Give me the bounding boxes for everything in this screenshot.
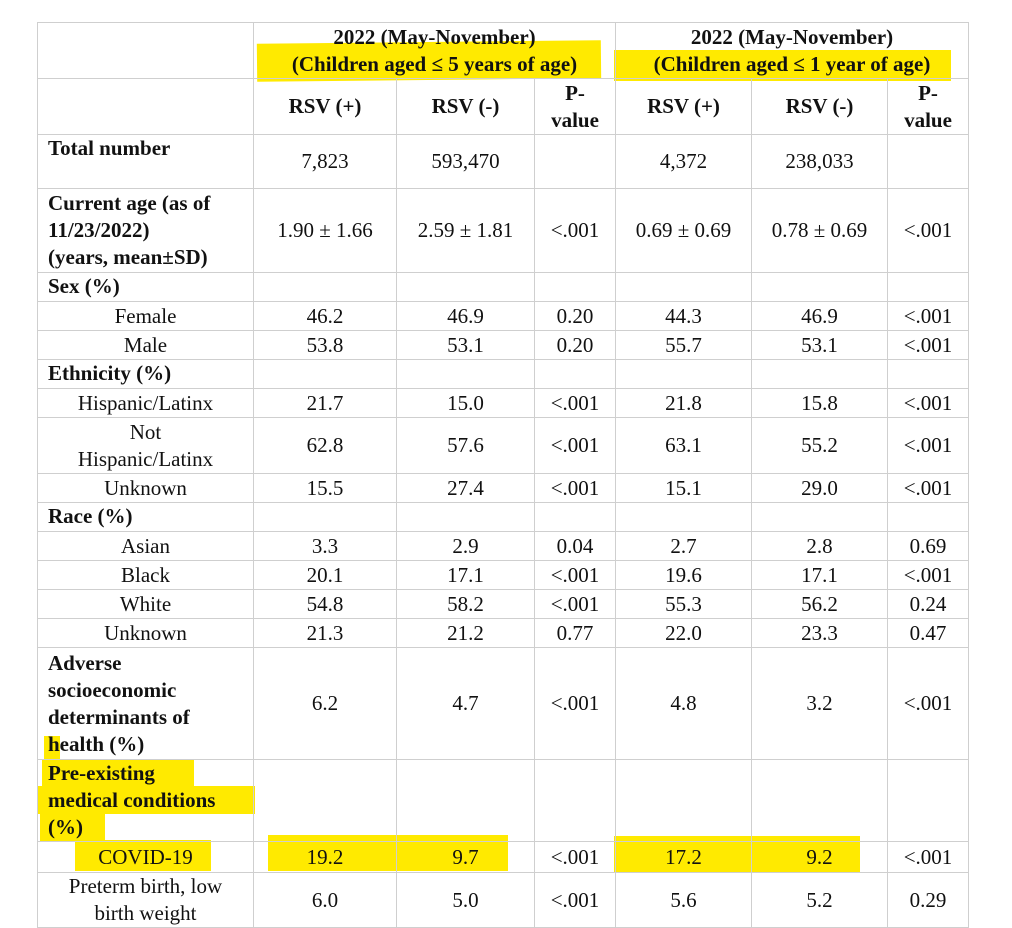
cell: <.001 [535, 842, 616, 873]
table-row [38, 389, 969, 418]
cell: 0.20 [535, 302, 616, 331]
cell: 53.1 [752, 331, 888, 360]
cell: 63.1 [616, 418, 752, 474]
cell: 15.1 [616, 474, 752, 503]
row-label: Adverse socioeconomic determinants of health (%) [38, 648, 254, 760]
table-row [38, 590, 969, 619]
cell: <.001 [535, 590, 616, 619]
col-rsv-neg-1: RSV (-) [397, 79, 535, 135]
cell: <.001 [535, 561, 616, 590]
cell: 55.3 [616, 590, 752, 619]
cell: <.001 [888, 418, 969, 474]
cell: 5.2 [752, 873, 888, 928]
group2-title: 2022 (May-November) [690, 24, 894, 49]
table-row [38, 135, 969, 189]
table-row [38, 331, 969, 360]
row-label: Not Hispanic/Latinx [38, 418, 254, 474]
cell: 29.0 [752, 474, 888, 503]
table-row [38, 648, 969, 760]
cell: 21.8 [616, 389, 752, 418]
cell: 22.0 [616, 619, 752, 648]
section-row [38, 273, 969, 302]
cell: 57.6 [397, 418, 535, 474]
cell: <.001 [888, 389, 969, 418]
cell: <.001 [535, 648, 616, 760]
col-rsv-pos-1: RSV (+) [254, 79, 397, 135]
table-row [38, 418, 969, 474]
row-label: Preterm birth, low birth weight [38, 873, 254, 928]
cell: 23.3 [752, 619, 888, 648]
cell: 9.7 [397, 842, 535, 873]
cell: 2.8 [752, 532, 888, 561]
cell: 3.3 [254, 532, 397, 561]
cell: 3.2 [752, 648, 888, 760]
cell: 21.7 [254, 389, 397, 418]
demographics-table [37, 22, 969, 928]
cell: 0.47 [888, 619, 969, 648]
cell: <.001 [888, 302, 969, 331]
row-label: Asian [38, 532, 254, 561]
col-pvalue-1: P- value [535, 79, 616, 135]
cell: 0.77 [535, 619, 616, 648]
cell: <.001 [888, 474, 969, 503]
table-row [38, 189, 969, 273]
cell: 7,823 [254, 135, 397, 189]
table-row [38, 873, 969, 928]
cell: 0.69 [888, 532, 969, 561]
cell: 55.2 [752, 418, 888, 474]
section-label: Ethnicity (%) [38, 360, 254, 389]
cell: 6.0 [254, 873, 397, 928]
table-row [38, 302, 969, 331]
group2-subtitle: (Children aged ≤ 1 year of age) [653, 51, 931, 76]
col-rsv-neg-2: RSV (-) [752, 79, 888, 135]
cell: 2.59 ± 1.81 [397, 189, 535, 273]
cell: 46.9 [397, 302, 535, 331]
cell: <.001 [535, 418, 616, 474]
cell: 55.7 [616, 331, 752, 360]
cell: 0.78 ± 0.69 [752, 189, 888, 273]
table-row [38, 619, 969, 648]
row-label: Hispanic/Latinx [38, 389, 254, 418]
cell: 9.2 [752, 842, 888, 873]
table-row [38, 561, 969, 590]
cell: 44.3 [616, 302, 752, 331]
table-row [38, 842, 969, 873]
empty-cell [38, 79, 254, 135]
col-rsv-pos-2: RSV (+) [616, 79, 752, 135]
cell: 2.7 [616, 532, 752, 561]
cell: 20.1 [254, 561, 397, 590]
cell: 4.8 [616, 648, 752, 760]
cell: <.001 [888, 331, 969, 360]
cell: <.001 [535, 474, 616, 503]
section-label: Pre-existing medical conditions (%) [38, 760, 254, 842]
empty-cell [38, 23, 254, 79]
cell: 46.9 [752, 302, 888, 331]
cell: 17.1 [752, 561, 888, 590]
cell: <.001 [535, 389, 616, 418]
cell [888, 135, 969, 189]
row-label: Current age (as of 11/23/2022) (years, mean±SD) [38, 189, 254, 273]
cell: 5.0 [397, 873, 535, 928]
table-header-row [38, 23, 969, 79]
cell: 62.8 [254, 418, 397, 474]
cell: 0.20 [535, 331, 616, 360]
section-label: Race (%) [38, 503, 254, 532]
group1-subtitle: (Children aged ≤ 5 years of age) [291, 51, 578, 76]
cell: 17.1 [397, 561, 535, 590]
cell: 5.6 [616, 873, 752, 928]
table-subheader-row [38, 79, 969, 135]
cell: 58.2 [397, 590, 535, 619]
cell: <.001 [888, 189, 969, 273]
group1-header [254, 23, 616, 79]
table-row [38, 474, 969, 503]
cell: 4,372 [616, 135, 752, 189]
cell: 54.8 [254, 590, 397, 619]
cell: 21.3 [254, 619, 397, 648]
cell: 15.0 [397, 389, 535, 418]
row-label: Female [38, 302, 254, 331]
cell: 0.04 [535, 532, 616, 561]
cell: <.001 [535, 189, 616, 273]
cell: 19.2 [254, 842, 397, 873]
row-label: Male [38, 331, 254, 360]
cell: <.001 [888, 561, 969, 590]
cell: 15.5 [254, 474, 397, 503]
col-pvalue-2: P- value [888, 79, 969, 135]
cell: 4.7 [397, 648, 535, 760]
section-row [38, 503, 969, 532]
cell: 53.8 [254, 331, 397, 360]
group1-title: 2022 (May-November) [333, 24, 536, 49]
cell: 0.69 ± 0.69 [616, 189, 752, 273]
cell: 19.6 [616, 561, 752, 590]
section-row [38, 760, 969, 842]
cell: 0.24 [888, 590, 969, 619]
cell: 15.8 [752, 389, 888, 418]
section-label: Sex (%) [38, 273, 254, 302]
cell: 46.2 [254, 302, 397, 331]
cell: 27.4 [397, 474, 535, 503]
row-label: Unknown [38, 619, 254, 648]
cell: <.001 [535, 873, 616, 928]
cell: <.001 [888, 648, 969, 760]
row-label: Black [38, 561, 254, 590]
cell: 2.9 [397, 532, 535, 561]
cell: 17.2 [616, 842, 752, 873]
row-label: Unknown [38, 474, 254, 503]
row-label: Total number [38, 135, 254, 189]
table-row [38, 532, 969, 561]
cell: 56.2 [752, 590, 888, 619]
cell: 0.29 [888, 873, 969, 928]
section-row [38, 360, 969, 389]
cell: 53.1 [397, 331, 535, 360]
cell [535, 135, 616, 189]
cell: 1.90 ± 1.66 [254, 189, 397, 273]
row-label: White [38, 590, 254, 619]
cell: 21.2 [397, 619, 535, 648]
cell: <.001 [888, 842, 969, 873]
cell: 593,470 [397, 135, 535, 189]
cell: 238,033 [752, 135, 888, 189]
cell: 6.2 [254, 648, 397, 760]
group2-header [616, 23, 969, 79]
row-label: COVID-19 [38, 842, 254, 873]
